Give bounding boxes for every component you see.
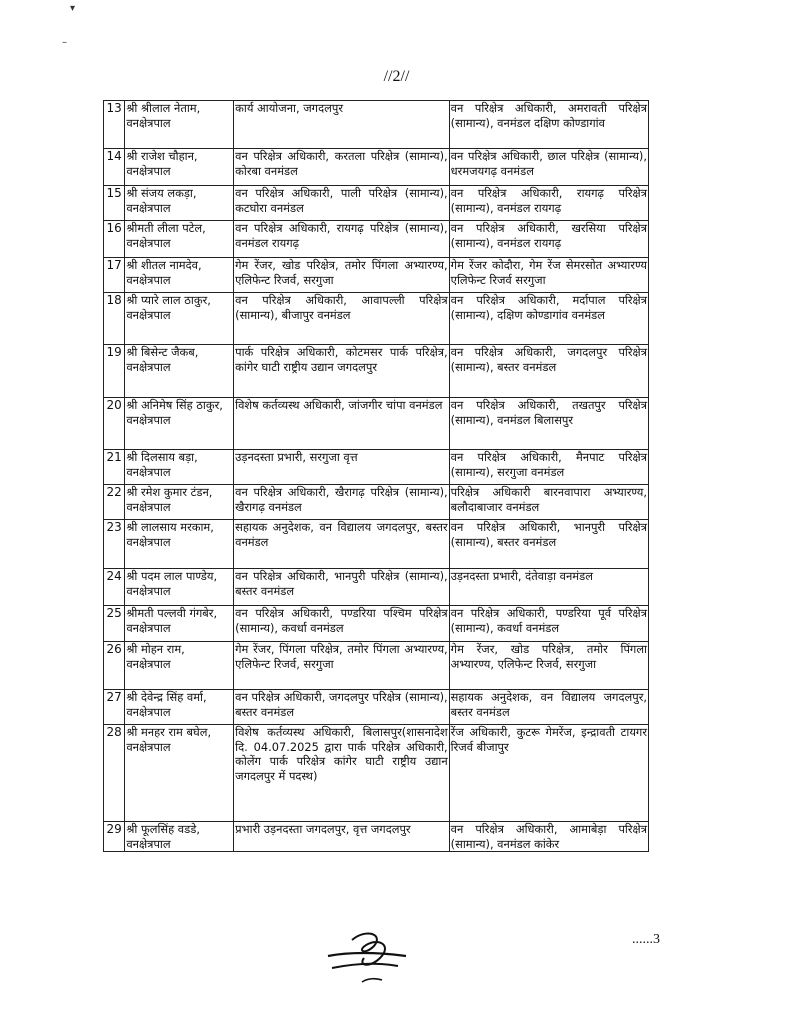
cell-name: श्री मोहन राम, वनक्षेत्रपाल [125, 642, 234, 690]
table-row [104, 186, 649, 221]
cell-from: विशेष कर्तव्यस्थ अधिकारी, जांजगीर चांपा वनमंडल [234, 398, 450, 450]
cell-sno: 17 [104, 258, 125, 293]
cell-sno: 13 [104, 101, 125, 149]
cell-to: वन परिक्षेत्र अधिकारी, आमाबेड़ा परिक्षेत्र (सामान्य), वनमंडल कांकेर [450, 822, 647, 851]
table-row [104, 485, 649, 520]
cell-sno: 15 [104, 186, 125, 221]
cell-sno: 20 [104, 398, 125, 450]
cell-from: प्रभारी उड़नदस्ता जगदलपुर, वृत्त जगदलपुर [234, 822, 450, 852]
cell-from: वन परिक्षेत्र अधिकारी, भानपुरी परिक्षेत्र (सामान्य), बस्तर वनमंडल [234, 569, 450, 606]
cell-name: श्री मनहर राम बघेल, वनक्षेत्रपाल [125, 725, 234, 822]
cell-name: श्री दिलसाय बड़ा, वनक्षेत्रपाल [125, 450, 234, 485]
cell-to: वन परिक्षेत्र अधिकारी, रायगढ़ परिक्षेत्र (सामान्य), वनमंडल रायगढ़ [449, 186, 648, 221]
cell-from: वन परिक्षेत्र अधिकारी, पण्डरिया पश्चिम परिक्षेत्र (सामान्य), कवर्धा वनमंडल [234, 606, 450, 642]
cell-from: वन परिक्षेत्र अधिकारी, पाली परिक्षेत्र (सामान्य), कटघोरा वनमंडल [234, 186, 450, 221]
cell-sno: 22 [104, 485, 125, 520]
table-row [104, 345, 649, 398]
scan-mark-left: – [62, 37, 67, 48]
cell-sno: 28 [104, 725, 125, 822]
cell-to: गेम रेंजर, खोड परिक्षेत्र, तमोर पिंगला अभ्यारण्य, एलिफेन्ट रिजर्व, सरगुजा [449, 642, 648, 690]
cell-from: वन परिक्षेत्र अधिकारी, जगदलपुर परिक्षेत्र (सामान्य), बस्तर वनमंडल [234, 690, 450, 725]
cell-from: वन परिक्षेत्र अधिकारी, करतला परिक्षेत्र (सामान्य), कोरबा वनमंडल [234, 149, 450, 186]
cell-name: श्री अनिमेष सिंह ठाकुर, वनक्षेत्रपाल [125, 398, 234, 450]
cell-from: पार्क परिक्षेत्र अधिकारी, कोटमसर पार्क परिक्षेत्र, कांगेर घाटी राष्ट्रीय उद्यान जगदलपुर [234, 345, 450, 398]
cell-name: श्रीमती लीला पटेल, वनक्षेत्रपाल [125, 221, 234, 258]
cell-to: वन परिक्षेत्र अधिकारी, अमरावती परिक्षेत्र (सामान्य), वनमंडल दक्षिण कोण्डागांव [449, 101, 648, 149]
scan-mark-top: ▾ [70, 3, 76, 14]
cell-to: वन परिक्षेत्र अधिकारी, छाल परिक्षेत्र (सामान्य), धरमजयगढ़ वनमंडल [449, 149, 648, 186]
cell-to: परिक्षेत्र अधिकारी बारनवापारा अभ्यारण्य, बलौदाबाजार वनमंडल [449, 485, 648, 520]
cell-name: श्री देवेन्द्र सिंह वर्मा, वनक्षेत्रपाल [125, 690, 234, 725]
table-row [104, 450, 649, 485]
cell-to: वन परिक्षेत्र अधिकारी, खरसिया परिक्षेत्र (सामान्य), वनमंडल रायगढ़ [449, 221, 648, 258]
table-row [104, 606, 649, 642]
cell-name: श्री बिसेन्ट जैकब, वनक्षेत्रपाल [125, 345, 234, 398]
table-row [104, 258, 649, 293]
table-row [104, 101, 649, 149]
cell-sno: 29 [104, 822, 125, 852]
cell-from: गेम रेंजर, पिंगला परिक्षेत्र, तमोर पिंगला अभ्यारण्य, एलिफेन्ट रिजर्व, सरगुजा [234, 642, 450, 690]
cell-from: कार्य आयोजना, जगदलपुर [234, 101, 450, 149]
table-row [104, 569, 649, 606]
table-row [104, 293, 649, 345]
cell-to: वन परिक्षेत्र अधिकारी, जगदलपुर परिक्षेत्र (सामान्य), बस्तर वनमंडल [449, 345, 648, 398]
cell-from: वन परिक्षेत्र अधिकारी, रायगढ़ परिक्षेत्र (सामान्य), वनमंडल रायगढ़ [234, 221, 450, 258]
cell-from: सहायक अनुदेशक, वन विद्यालय जगदलपुर, बस्तर वनमंडल [234, 520, 450, 569]
cell-to: वन परिक्षेत्र अधिकारी, मैनपाट परिक्षेत्र (सामान्य), सरगुजा वनमंडल [449, 450, 648, 485]
cell-name: श्री पदम लाल पाण्डेय, वनक्षेत्रपाल [125, 569, 234, 606]
cell-name: श्री रमेश कुमार टंडन, वनक्षेत्रपाल [125, 485, 234, 520]
table-row [104, 149, 649, 186]
transfer-table [103, 100, 649, 852]
cell-name: श्री श्रीलाल नेताम, वनक्षेत्रपाल [125, 101, 234, 149]
cell-from: वन परिक्षेत्र अधिकारी, आवापल्ली परिक्षेत्र (सामान्य), बीजापुर वनमंडल [234, 293, 450, 345]
cell-to: वन परिक्षेत्र अधिकारी, पण्डरिया पूर्व परिक्षेत्र (सामान्य), कवर्धा वनमंडल [449, 606, 648, 642]
cell-to: वन परिक्षेत्र अधिकारी, मर्दापाल परिक्षेत्र (सामान्य), दक्षिण कोण्डागांव वनमंडल [449, 293, 648, 345]
cell-from: उड़नदस्ता प्रभारी, सरगुजा वृत्त [234, 450, 450, 485]
cell-to: वन परिक्षेत्र अधिकारी, भानपुरी परिक्षेत्र (सामान्य), बस्तर वनमंडल [449, 520, 648, 569]
cell-from: गेम रेंजर, खोड परिक्षेत्र, तमोर पिंगला अभ्यारण्य, एलिफेन्ट रिजर्व, सरगुजा [234, 258, 450, 293]
table-row [104, 822, 649, 852]
cell-sno: 19 [104, 345, 125, 398]
signature [318, 922, 428, 992]
cell-to: वन परिक्षेत्र अधिकारी, तखतपुर परिक्षेत्र (सामान्य), वनमंडल बिलासपुर [449, 398, 648, 450]
cell-name: श्री संजय लकड़ा, वनक्षेत्रपाल [125, 186, 234, 221]
cell-sno: 25 [104, 606, 125, 642]
cell-sno: 21 [104, 450, 125, 485]
table-row [104, 221, 649, 258]
cell-sno: 27 [104, 690, 125, 725]
table-row [104, 398, 649, 450]
table-row [104, 725, 649, 822]
cell-sno: 18 [104, 293, 125, 345]
cell-name: श्री लालसाय मरकाम, वनक्षेत्रपाल [125, 520, 234, 569]
cell-name: श्री शीतल नामदेव, वनक्षेत्रपाल [125, 258, 234, 293]
continuation-marker: ......3 [632, 932, 660, 947]
cell-sno: 23 [104, 520, 125, 569]
cell-name: श्री प्यारे लाल ठाकुर, वनक्षेत्रपाल [125, 293, 234, 345]
page-number: //2// [383, 68, 410, 85]
cell-sno: 16 [104, 221, 125, 258]
cell-from: विशेष कर्तव्यस्थ अधिकारी, बिलासपुर(शासनादेश दि. 04.07.2025 द्वारा पार्क परिक्षेत्र अधिकारी, कोलेंग पार्क परिक्षेत्र कांगेर घाटी राष्ट्रीय उद्यान जगदलपुर में पदस्थ) [234, 725, 450, 822]
table-row [104, 520, 649, 569]
cell-to: सहायक अनुदेशक, वन विद्यालय जगदलपुर, बस्तर वनमंडल [449, 690, 648, 725]
cell-name: श्री फूलसिंह वडडे, वनक्षेत्रपाल [125, 822, 234, 852]
cell-to: उड़नदस्ता प्रभारी, दंतेवाड़ा वनमंडल [449, 569, 648, 606]
cell-name: श्री राजेश चौहान, वनक्षेत्रपाल [125, 149, 234, 186]
cell-from: वन परिक्षेत्र अधिकारी, खैरागढ़ परिक्षेत्र (सामान्य), खैरागढ़ वनमंडल [234, 485, 450, 520]
cell-to: गेम रेंजर कोदौरा, गेम रेंज सेमरसोत अभ्यारण्य एलिफेन्ट रिजर्व सरगुजा [449, 258, 648, 293]
cell-name: श्रीमती पल्लवी गंगबेर, वनक्षेत्रपाल [125, 606, 234, 642]
table-row [104, 642, 649, 690]
cell-to: रेंज अधिकारी, कुटरू गेमरेंज, इन्द्रावती टायगर रिजर्व बीजापुर [449, 725, 648, 822]
cell-sno: 14 [104, 149, 125, 186]
cell-sno: 26 [104, 642, 125, 690]
cell-sno: 24 [104, 569, 125, 606]
table-row [104, 690, 649, 725]
